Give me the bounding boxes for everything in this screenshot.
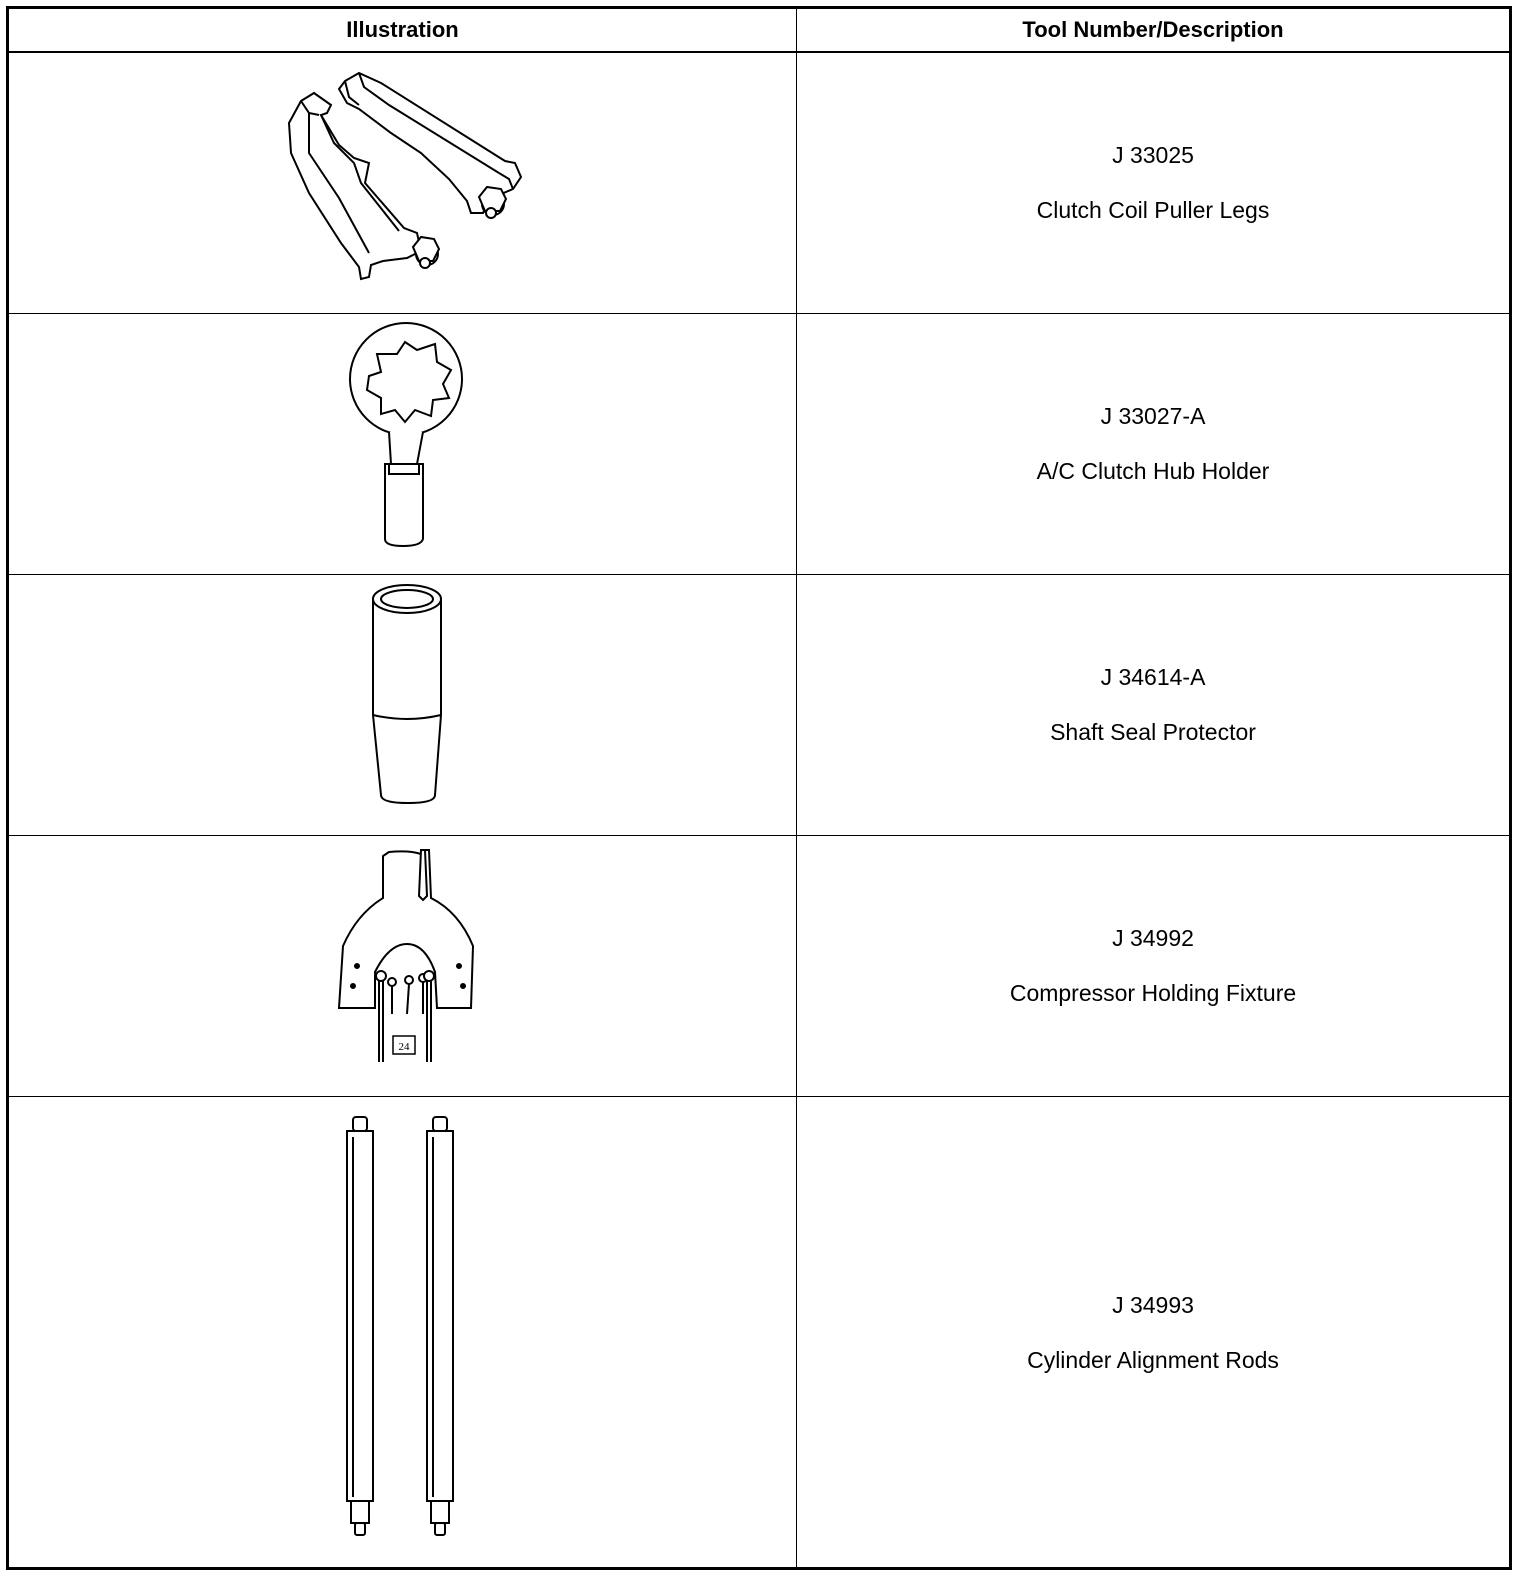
illustration-cell [9, 314, 796, 574]
tool-description: Cylinder Alignment Rods [1027, 1347, 1279, 1373]
description-cell [797, 1097, 1509, 1567]
header-tool-description: Tool Number/Description [1022, 17, 1284, 42]
table-row [9, 575, 1509, 836]
cylinder-alignment-rods-icon [9, 1097, 796, 1567]
tool-description: Shaft Seal Protector [1050, 719, 1256, 745]
illustration-cell [9, 836, 796, 1096]
shaft-seal-protector-icon [9, 575, 796, 835]
table-header [9, 9, 1509, 53]
tool-number: J 34614-A [1100, 664, 1206, 690]
tool-description: Compressor Holding Fixture [1009, 980, 1297, 1006]
tool-description: Clutch Coil Puller Legs [1036, 197, 1270, 223]
tool-description: A/C Clutch Hub Holder [1036, 458, 1270, 484]
table-row [9, 836, 1509, 1097]
illustration-cell [9, 1097, 796, 1567]
header-illustration: Illustration [346, 17, 459, 42]
description-cell [797, 53, 1509, 313]
clutch-coil-puller-legs-icon [9, 53, 796, 313]
description-cell [797, 836, 1509, 1096]
illustration-cell [9, 53, 796, 313]
tool-number: J 34993 [1112, 1292, 1194, 1318]
compressor-holding-fixture-icon [9, 836, 796, 1096]
table-row [9, 314, 1509, 575]
tool-number: J 33025 [1112, 142, 1194, 168]
fixture-label: 24 [398, 1041, 410, 1053]
table-row [9, 53, 1509, 314]
table-row [9, 1097, 1509, 1567]
description-cell [797, 314, 1509, 574]
illustration-cell [9, 575, 796, 835]
tool-number: J 33027-A [1100, 403, 1206, 429]
special-tools-table [6, 6, 1512, 1570]
description-cell [797, 575, 1509, 835]
tool-number: J 34992 [1112, 925, 1194, 951]
clutch-hub-holder-icon [9, 314, 796, 574]
